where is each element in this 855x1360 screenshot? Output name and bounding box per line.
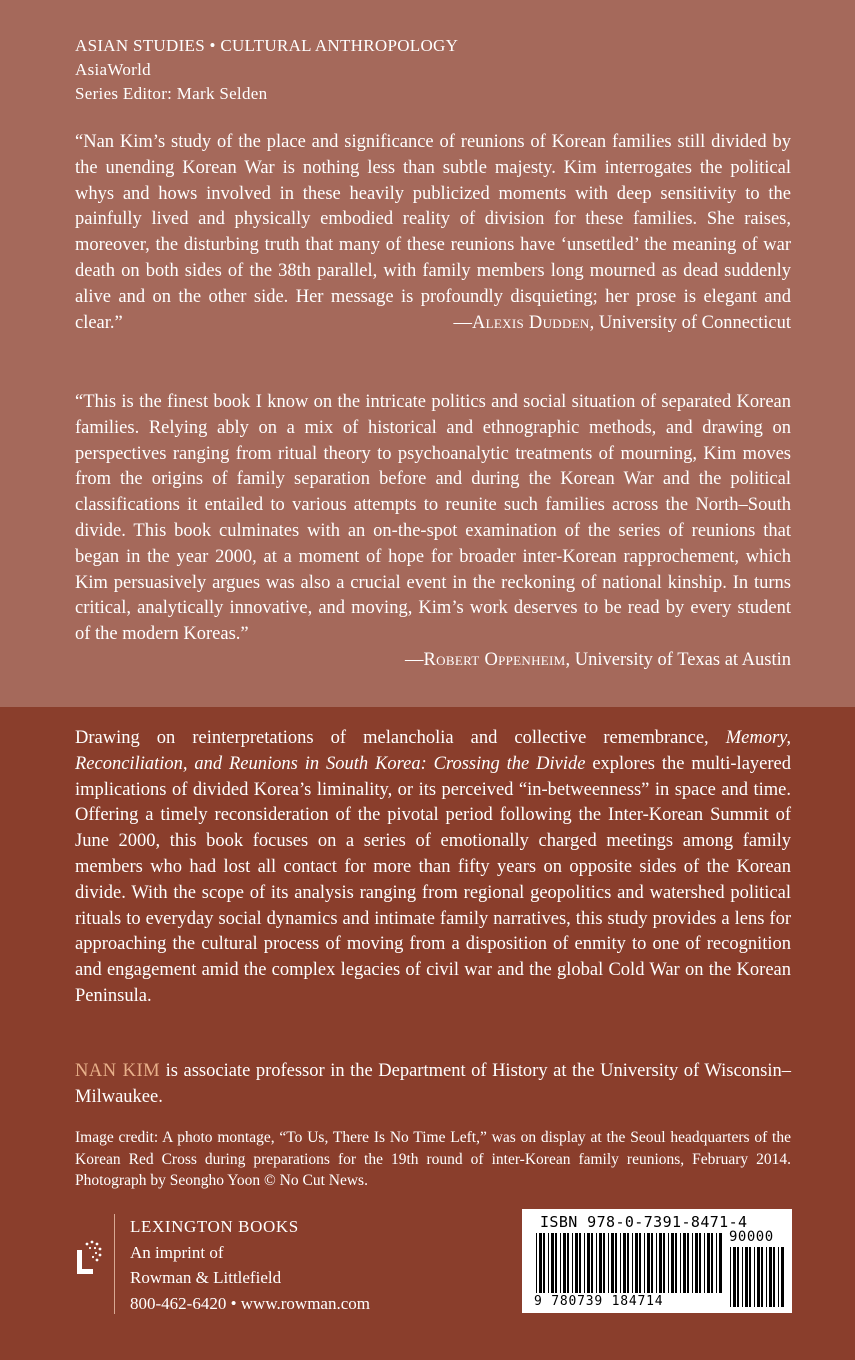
quote-2-attribution: —Robert Oppenheim, University of Texas at Austin (405, 649, 791, 670)
barcode-bar (687, 1233, 689, 1293)
quote-1-affiliation: , University of Connecticut (589, 312, 791, 333)
barcode-bar (555, 1233, 557, 1293)
barcode-digits: 9 780739 184714 (534, 1294, 664, 1309)
quote-2-text: “This is the finest book I know on the intricate politics and social situation of separated Korean families. Relying ably on a mix of historical and ethnographic methods, and drawing on perspectives ranging from ritual theory to psychoanalytic treatments of mourning, Kim moves from the origins of family separation before and during the Korean War and the political classifications it entailed to various attempts to reunite such families across the North–South divide. This book culminates with an on-the-spot examination of the series of reunions that began in the year 2000, at a moment of hope for broader inter-Korean rapprochement, which Kim persuasively argues was also a crucial event in the reckoning of national kinship. In turns critical, analytically innovative, and moving, Kim’s work deserves to be read by every student of the modern Koreas.” (75, 392, 791, 645)
barcode-bar (596, 1233, 597, 1293)
barcode-bar (663, 1233, 665, 1293)
book-description: Drawing on reinterpretations of melancholia and collective remembrance, Memory, Reconciliation, and Reunions in South Korea: Crossing the Divide explores the multi-layered implications of divided Korea’s liminality, or its perceived “in-betweenness” in space and time. Offering a timely reconsideration of the pivotal period following the Inter-Korean Summit of June 2000, this book focuses on a series of emotionally charged meetings among family members who had lost all contact for more than fifty years on opposite sides of the Korean divide. With the scope of its analysis ranging from regional geopolitics and watershed political rituals to everyday social dynamics and intimate family narratives, this study provides a lens for approaching the cultural process of moving from a disposition of enmity to one of recognition and engagement amid the complex legacies of civil war and the global Cold War on the Korean Peninsula. (75, 728, 791, 1006)
barcode-bar (711, 1233, 713, 1293)
barcode-bar (615, 1233, 617, 1293)
publisher-name: LEXINGTON BOOKS (130, 1217, 299, 1236)
barcode-bar (632, 1233, 633, 1293)
barcode-bar (608, 1233, 609, 1293)
barcode-bar (591, 1233, 593, 1293)
series-editor: Series Editor: Mark Selden (75, 84, 268, 103)
barcode-bar (651, 1233, 653, 1293)
barcode-bar (719, 1233, 722, 1293)
author-name: NAN KIM (75, 1061, 161, 1081)
isbn-label: ISBN 978-0-7391-8471-4 (540, 1213, 748, 1231)
barcode-bar (766, 1247, 767, 1307)
publisher-parent: Rowman & Littlefield (130, 1268, 282, 1287)
barcode-bar (716, 1233, 717, 1293)
barcode-bar (611, 1233, 614, 1293)
barcode-bar (536, 1233, 537, 1293)
barcode-bar (778, 1247, 779, 1307)
barcode-bar (695, 1233, 698, 1293)
barcode-bar (675, 1233, 677, 1293)
barcode-bar (644, 1233, 645, 1293)
quote-1-attribution: —Alexis Dudden, University of Connecticut (453, 312, 791, 333)
barcode-bar (680, 1233, 681, 1293)
barcode-bar (560, 1233, 561, 1293)
barcode-bar (548, 1233, 549, 1293)
series-info (75, 34, 458, 106)
barcode-bar (620, 1233, 621, 1293)
barcode-bar (683, 1233, 686, 1293)
barcode-bar (584, 1233, 585, 1293)
barcode-bar (603, 1233, 605, 1293)
barcode-bar (627, 1233, 629, 1293)
lexington-logo-icon (75, 1236, 103, 1276)
barcode-bar (781, 1247, 784, 1307)
barcode-bar (733, 1247, 736, 1307)
barcode-bar (659, 1233, 662, 1293)
publisher-contact: 800-462-6420 • www.rowman.com (130, 1293, 370, 1313)
barcode-bar (639, 1233, 641, 1293)
quote-2-affiliation: , University of Texas at Austin (565, 649, 791, 670)
price-code: 90000 (729, 1229, 774, 1245)
barcode-bar (579, 1233, 581, 1293)
barcode-bar (737, 1247, 739, 1307)
barcode-bar (754, 1247, 755, 1307)
quote-2-author: Robert Oppenheim (423, 649, 566, 670)
barcode-bar (704, 1233, 705, 1293)
series-name: AsiaWorld (75, 60, 151, 79)
author-bio-text: is associate professor in the Department of History at the University of Wisconsin–Milwaukee. (75, 1061, 791, 1107)
series-subject: ASIAN STUDIES • CULTURAL ANTHROPOLOGY (75, 36, 459, 55)
barcode-bar (587, 1233, 590, 1293)
barcode-bar (543, 1233, 545, 1293)
isbn-barcode (522, 1209, 792, 1313)
barcode-bar (623, 1233, 626, 1293)
barcode-bar (647, 1233, 650, 1293)
barcode-bar (635, 1233, 638, 1293)
barcode-bar (575, 1233, 578, 1293)
barcode-bar (671, 1233, 674, 1293)
barcode-bar (742, 1247, 743, 1307)
barcode-bar (567, 1233, 569, 1293)
quote-1-text: “Nan Kim’s study of the place and significance of reunions of Korean families still divided by the unending Korean War is nothing less than subtle majesty. Kim interrogates the political whys and hows involved in these heavily publicized moments with deep sensitivity to the painfully lived and physically embodied reality of division for these families. She raises, moreover, the disturbing truth that many of these reunions have ‘unsettled’ the meaning of war death on both sides of the 38th parallel, with family members long mourned as dead suddenly alive and on the other side. Her message is profoundly disquieting; her prose is elegant and clear.” (75, 132, 791, 333)
barcode-bar (707, 1233, 710, 1293)
image-credit: Image credit: A photo montage, “To Us, There Is No Time Left,” was on display at the Seoul headquarters of the Korean Red Cross during preparations for the 19th round of inter-Korean family reunions, February 2014. Photograph by Seongho Yoon © No Cut News. (75, 1129, 791, 1189)
barcode-bar (572, 1233, 573, 1293)
barcode-bar (749, 1247, 751, 1307)
book-title: Memory, Reconciliation, and Reunions in South Korea: Crossing the Divide (75, 728, 791, 774)
quote-1-author: Alexis Dudden (472, 312, 590, 333)
barcode-bar (699, 1233, 701, 1293)
author-bio (75, 1059, 791, 1111)
barcode-bar (563, 1233, 566, 1293)
barcode-bar (551, 1233, 554, 1293)
publisher-imprint: An imprint of (130, 1242, 224, 1262)
barcode-bar (539, 1233, 542, 1293)
barcode-bar (773, 1247, 775, 1307)
barcode-bar (730, 1247, 731, 1307)
barcode-bar (761, 1247, 763, 1307)
barcode-bar (769, 1247, 772, 1307)
barcode-bar (757, 1247, 760, 1307)
barcode-bar (656, 1233, 657, 1293)
barcode-bar (668, 1233, 669, 1293)
barcode-bar (692, 1233, 693, 1293)
endorsement-quote-1 (75, 130, 791, 336)
endorsement-quote-2 (75, 390, 791, 674)
barcode-bar (745, 1247, 748, 1307)
barcode-bar (599, 1233, 602, 1293)
publisher-info (114, 1214, 370, 1314)
